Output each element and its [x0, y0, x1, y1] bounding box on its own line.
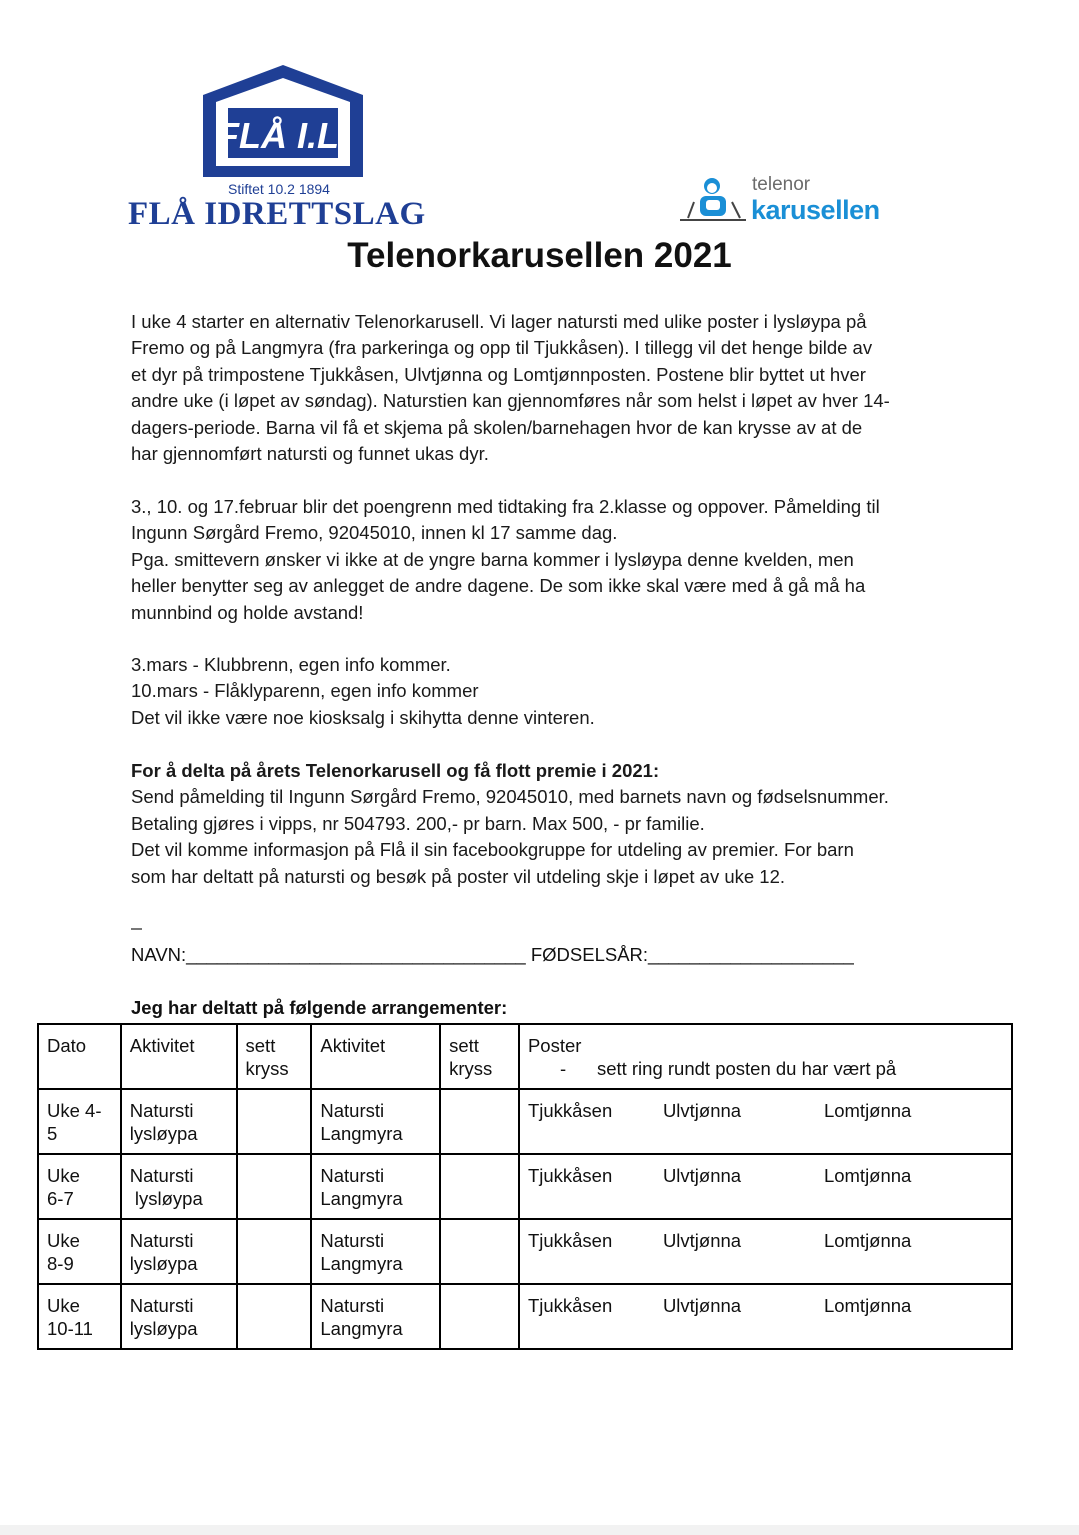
- birth-year-field[interactable]: ____________________: [648, 944, 854, 965]
- post-option[interactable]: Ulvtjønna: [662, 1295, 742, 1316]
- text-line: 10.mars - Flåklyparenn, egen info kommer: [131, 680, 479, 702]
- post-option[interactable]: Ulvtjønna: [662, 1230, 742, 1251]
- text-line: andre uke (i løpet av søndag). Naturstien kan gjennomføres når som helst i løpet av hver 14-: [131, 390, 890, 412]
- text-line: munnbind og holde avstand!: [131, 601, 364, 623]
- dato-cell: Uke 4- 5: [38, 1089, 121, 1154]
- table-row: [38, 1154, 1012, 1219]
- telenor-karusellen-logo: [678, 172, 898, 232]
- text-line: I uke 4 starter en alternativ Telenorkarusell. Vi lager natursti med ulike poster i lysløypa på: [131, 311, 867, 332]
- header-aktivitet-2: Aktivitet: [311, 1024, 440, 1089]
- dato-cell: Uke 8-9: [38, 1219, 121, 1284]
- checkbox-cell[interactable]: [440, 1219, 519, 1284]
- registration-form-line: [131, 944, 854, 966]
- header-sett-kryss-1: sett kryss: [237, 1024, 312, 1089]
- text-line: heller benytter seg av anlegget de andre dagene. De som ikke skal være med å gå må ha: [131, 575, 866, 597]
- post-option[interactable]: Tjukkåsen: [527, 1295, 613, 1316]
- club-name: FLÅ IDRETTSLAG: [128, 196, 426, 232]
- document-title: Telenorkarusellen 2021: [347, 236, 732, 275]
- text-line: Ingunn Sørgård Fremo, 92045010, innen kl 17 samme dag.: [131, 522, 618, 544]
- brand-karusellen: karusellen: [751, 195, 880, 225]
- table-row: [38, 1219, 1012, 1284]
- table-row: [38, 1089, 1012, 1154]
- text-line: dagers-periode. Barna vil få et skjema på skolen/barnehagen hvor de kan krysse av at de: [131, 416, 863, 438]
- february-paragraph: [131, 494, 971, 626]
- activity-cell: Natursti lysløypa: [121, 1089, 237, 1154]
- activity-cell: Natursti lysløypa: [121, 1219, 237, 1284]
- text-line: Det vil komme informasjon på Flå il sin facebookgruppe for utdeling av premier. For barn: [131, 839, 854, 861]
- founded-text: Stiftet 10.2 1894: [228, 181, 330, 197]
- text-line: 3.mars - Klubbrenn, egen info kommer.: [131, 654, 451, 675]
- header-dato: Dato: [38, 1024, 121, 1089]
- poster-cell: [519, 1154, 1012, 1219]
- post-option[interactable]: Tjukkåsen: [527, 1100, 613, 1121]
- checkbox-cell[interactable]: [237, 1154, 312, 1219]
- dato-cell: Uke 6-7: [38, 1154, 121, 1219]
- activity-cell: Natursti lysløypa: [121, 1284, 237, 1349]
- prize-paragraph: [131, 758, 971, 890]
- post-option[interactable]: Lomtjønna: [823, 1230, 912, 1251]
- text-line: har gjennomført natursti og funnet ukas dyr.: [131, 443, 489, 465]
- checkbox-cell[interactable]: [440, 1284, 519, 1349]
- text-line: Fremo og på Langmyra (fra parkeringa og opp til Tjukkåsen). I tillegg vil det henge bilde av: [131, 337, 873, 359]
- poster-instruction: - sett ring rundt posten du har vært på: [559, 1058, 897, 1079]
- text-line: Send påmelding til Ingunn Sørgård Fremo, 92045010, med barnets navn og fødselsnummer.: [131, 786, 889, 808]
- table-row: [38, 1284, 1012, 1349]
- club-logo: [128, 62, 448, 238]
- text-line: et dyr på trimpostene Tjukkåsen, Ulvtjønna og Lomtjønnposten. Postene blir byttet ut hver: [131, 363, 866, 385]
- activity-cell: Natursti Langmyra: [311, 1089, 440, 1154]
- checkbox-cell[interactable]: [237, 1219, 312, 1284]
- table-caption: Jeg har deltatt på følgende arrangementer:: [131, 997, 508, 1018]
- text-line: 3., 10. og 17.februar blir det poengrenn med tidtaking fra 2.klasse og oppover. Påmelding til: [131, 496, 880, 517]
- poster-cell: [519, 1089, 1012, 1154]
- dato-cell: Uke 10-11: [38, 1284, 121, 1349]
- header-poster: Poster - sett ring rundt posten du har vært på: [519, 1024, 1012, 1089]
- emblem-text: FLÅ I.L.: [217, 115, 349, 156]
- activity-cell: Natursti lysløypa: [121, 1154, 237, 1219]
- name-label: NAVN:: [131, 944, 187, 965]
- post-option[interactable]: Ulvtjønna: [662, 1165, 742, 1186]
- text-line: Pga. smittevern ønsker vi ikke at de yngre barna kommer i lysløypa denne kvelden, men: [131, 548, 854, 570]
- divider: [131, 928, 142, 930]
- poster-cell: [519, 1219, 1012, 1284]
- checkbox-cell[interactable]: [237, 1284, 312, 1349]
- text-line: Det vil ikke være noe kiosksalg i skihytta denne vinteren.: [131, 706, 595, 728]
- march-paragraph: [131, 652, 971, 731]
- post-option[interactable]: Lomtjønna: [823, 1165, 912, 1186]
- table-header-row: [38, 1024, 1012, 1089]
- post-option[interactable]: Tjukkåsen: [527, 1230, 613, 1251]
- poster-cell: [519, 1284, 1012, 1349]
- post-option[interactable]: Ulvtjønna: [662, 1100, 742, 1121]
- birth-year-label: FØDSELSÅR:: [530, 944, 649, 965]
- checkbox-cell[interactable]: [237, 1089, 312, 1154]
- brand-telenor: telenor: [752, 174, 811, 195]
- club-emblem-icon: [200, 62, 366, 180]
- checkbox-cell[interactable]: [440, 1089, 519, 1154]
- intro-paragraph: [131, 309, 971, 467]
- post-option[interactable]: Lomtjønna: [823, 1295, 912, 1316]
- post-option[interactable]: Tjukkåsen: [527, 1165, 613, 1186]
- activity-cell: Natursti Langmyra: [311, 1284, 440, 1349]
- name-field[interactable]: _________________________________: [186, 944, 526, 965]
- events-table: [37, 1023, 1013, 1350]
- header-sett-kryss-2: sett kryss: [440, 1024, 519, 1089]
- activity-cell: Natursti Langmyra: [311, 1219, 440, 1284]
- skier-mascot-icon: [678, 176, 750, 228]
- prize-heading: For å delta på årets Telenorkarusell og få flott premie i 2021:: [131, 760, 660, 781]
- header-aktivitet-1: Aktivitet: [121, 1024, 237, 1089]
- text-line: Betaling gjøres i vipps, nr 504793. 200,- pr barn. Max 500, - pr familie.: [131, 812, 705, 834]
- checkbox-cell[interactable]: [440, 1154, 519, 1219]
- activity-cell: Natursti Langmyra: [311, 1154, 440, 1219]
- text-line: som har deltatt på natursti og besøk på poster vil utdeling skje i løpet av uke 12.: [131, 865, 786, 887]
- page-bottom-margin: [0, 1525, 1079, 1535]
- post-option[interactable]: Lomtjønna: [823, 1100, 912, 1121]
